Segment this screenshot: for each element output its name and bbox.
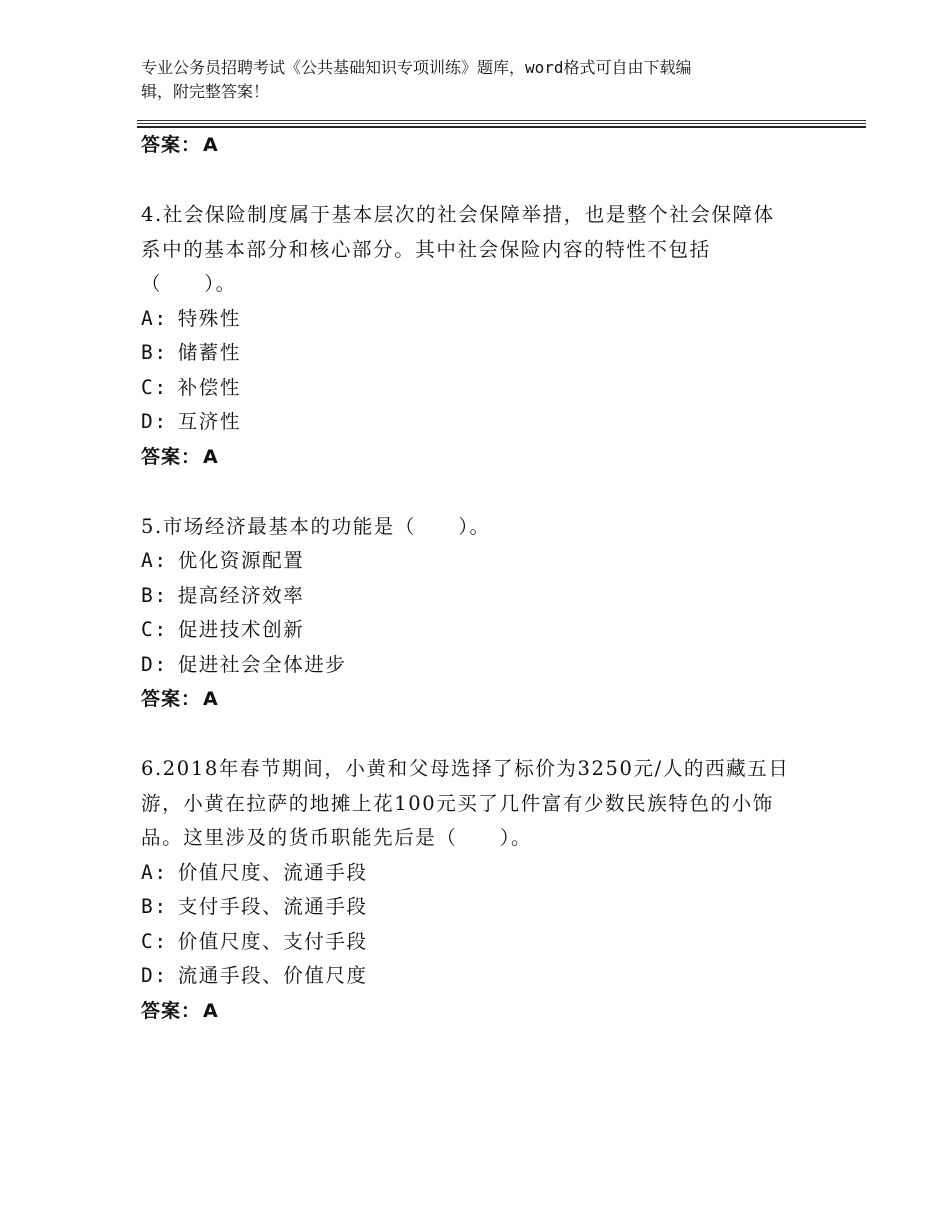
option-label: D: xyxy=(141,964,168,987)
question-6 xyxy=(141,752,801,1028)
option-text: 促进社会全体进步 xyxy=(177,652,347,676)
question-4-option-a xyxy=(141,302,801,337)
question-4 xyxy=(141,198,801,474)
question-6-option-c xyxy=(141,925,801,960)
answer-value: A xyxy=(203,999,219,1022)
option-text: 互济性 xyxy=(177,410,241,433)
question-6-line-3: 品。这里涉及的货币职能先后是（ ）。 xyxy=(141,826,533,849)
question-4-line-1: 4.社会保险制度属于基本层次的社会保障举措，也是整个社会保障体 xyxy=(141,203,775,226)
answer-line-prev xyxy=(141,128,801,162)
question-6-line-2: 游，小黄在拉萨的地摊上花100元买了几件富有少数民族特色的小饰 xyxy=(141,791,774,815)
question-4-option-c xyxy=(141,371,801,406)
question-5-option-b xyxy=(141,579,801,614)
option-label: B: xyxy=(141,895,168,918)
question-4-line-2: 系中的基本部分和核心部分。其中社会保险内容的特性不包括 xyxy=(141,237,711,261)
question-5-option-d xyxy=(141,648,801,683)
question-5-line-1: 5.市场经济最基本的功能是（ ）。 xyxy=(141,514,491,538)
option-text: 促进技术创新 xyxy=(177,618,305,641)
option-label: B: xyxy=(141,341,168,364)
option-text: 储蓄性 xyxy=(177,341,241,364)
question-5-answer xyxy=(141,682,801,716)
question-6-line-1: 6.2018年春节期间，小黄和父母选择了标价为3250元/人的西藏五日 xyxy=(141,757,790,780)
option-label: D: xyxy=(141,410,168,433)
option-text: 价值尺度、支付手段 xyxy=(177,929,368,953)
option-text: 价值尺度、流通手段 xyxy=(177,860,368,884)
answer-label: 答案： xyxy=(141,688,202,710)
option-label: A: xyxy=(141,306,168,330)
option-label: A: xyxy=(141,860,168,884)
answer-label: 答案： xyxy=(141,445,202,468)
question-5-option-a xyxy=(141,544,801,579)
option-text: 补偿性 xyxy=(177,375,241,399)
option-text: 特殊性 xyxy=(177,306,241,330)
option-label: C: xyxy=(141,929,168,953)
question-4-line-3: （ ）。 xyxy=(141,272,237,295)
answer-label: 答案： xyxy=(141,134,202,156)
question-4-answer xyxy=(141,440,801,474)
answer-value: A xyxy=(203,688,219,710)
option-text: 优化资源配置 xyxy=(177,549,305,572)
header-rule-thin-2 xyxy=(137,123,866,124)
page-header xyxy=(141,56,791,104)
question-6-option-d xyxy=(141,959,801,994)
option-text: 提高经济效率 xyxy=(177,583,305,607)
option-text: 支付手段、流通手段 xyxy=(177,895,368,918)
question-6-answer xyxy=(141,994,801,1028)
option-label: C: xyxy=(141,618,168,641)
header-line-1: 专业公务员招聘考试《公共基础知识专项训练》题库，word格式可自由下载编 xyxy=(141,58,692,77)
question-4-option-b xyxy=(141,336,801,371)
option-label: D: xyxy=(141,652,168,676)
question-5 xyxy=(141,510,801,717)
header-rule-thin-1 xyxy=(137,120,866,121)
option-label: A: xyxy=(141,549,168,572)
question-6-option-a xyxy=(141,856,801,891)
answer-value: A xyxy=(203,445,219,468)
question-6-option-b xyxy=(141,890,801,925)
option-text: 流通手段、价值尺度 xyxy=(177,964,368,987)
answer-value: A xyxy=(203,134,219,156)
option-label: C: xyxy=(141,375,168,399)
option-label: B: xyxy=(141,583,168,607)
header-line-2: 辑，附完整答案！ xyxy=(141,82,270,101)
question-4-option-d xyxy=(141,405,801,440)
answer-label: 答案： xyxy=(141,999,202,1022)
question-5-option-c xyxy=(141,613,801,648)
question-content xyxy=(141,128,801,1028)
